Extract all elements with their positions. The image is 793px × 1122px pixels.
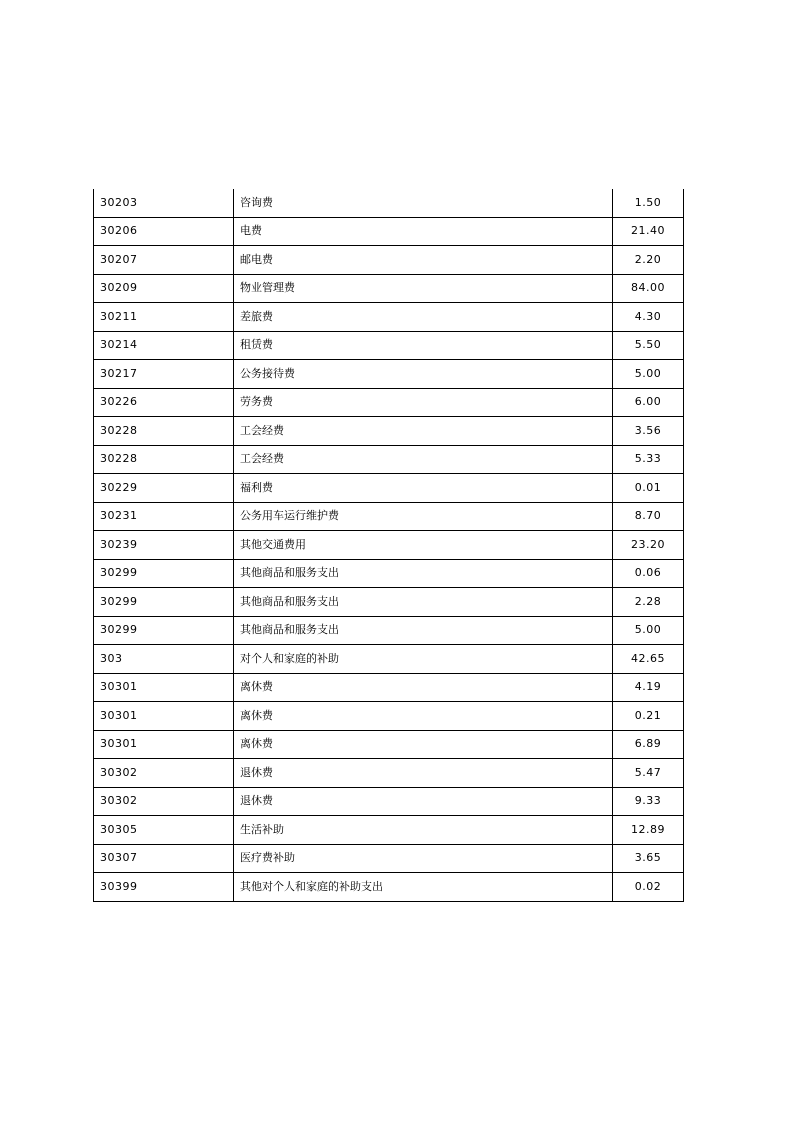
subject-code-cell: 30203: [94, 189, 234, 217]
amount-cell: 0.21: [613, 702, 684, 731]
table-row: [94, 388, 684, 417]
expenditure-table: [93, 189, 684, 902]
amount-cell: 0.01: [613, 474, 684, 503]
table-row: [94, 759, 684, 788]
table-row: [94, 616, 684, 645]
amount-cell: 8.70: [613, 502, 684, 531]
table-row: [94, 360, 684, 389]
table-row: [94, 217, 684, 246]
table-row: [94, 502, 684, 531]
subject-code-cell: 30302: [94, 787, 234, 816]
subject-code-cell: 30209: [94, 274, 234, 303]
subject-name-cell: 差旅费: [234, 303, 613, 332]
subject-code-cell: 30228: [94, 445, 234, 474]
amount-cell: 9.33: [613, 787, 684, 816]
subject-name-cell: 工会经费: [234, 445, 613, 474]
amount-cell: 6.00: [613, 388, 684, 417]
subject-name-cell: 其他商品和服务支出: [234, 616, 613, 645]
amount-cell: 5.00: [613, 360, 684, 389]
subject-name-cell: 咨询费: [234, 189, 613, 217]
table-row: [94, 303, 684, 332]
subject-name-cell: 其他商品和服务支出: [234, 559, 613, 588]
subject-name-cell: 物业管理费: [234, 274, 613, 303]
subject-name-cell: 邮电费: [234, 246, 613, 275]
subject-code-cell: 30228: [94, 417, 234, 446]
subject-code-cell: 30231: [94, 502, 234, 531]
amount-cell: 21.40: [613, 217, 684, 246]
table-row: [94, 702, 684, 731]
subject-code-cell: 30301: [94, 702, 234, 731]
table-row: [94, 417, 684, 446]
subject-code-cell: 30214: [94, 331, 234, 360]
table-row: [94, 559, 684, 588]
subject-name-cell: 工会经费: [234, 417, 613, 446]
amount-cell: 0.06: [613, 559, 684, 588]
subject-name-cell: 离休费: [234, 702, 613, 731]
subject-code-cell: 30239: [94, 531, 234, 560]
subject-name-cell: 租赁费: [234, 331, 613, 360]
amount-cell: 12.89: [613, 816, 684, 845]
table-row: [94, 844, 684, 873]
amount-cell: 4.19: [613, 673, 684, 702]
table-row: [94, 673, 684, 702]
subject-code-cell: 303: [94, 645, 234, 674]
amount-cell: 5.50: [613, 331, 684, 360]
amount-cell: 23.20: [613, 531, 684, 560]
amount-cell: 2.28: [613, 588, 684, 617]
subject-code-cell: 30226: [94, 388, 234, 417]
subject-code-cell: 30229: [94, 474, 234, 503]
amount-cell: 3.65: [613, 844, 684, 873]
subject-code-cell: 30307: [94, 844, 234, 873]
amount-cell: 2.20: [613, 246, 684, 275]
table-row: [94, 816, 684, 845]
subject-name-cell: 离休费: [234, 673, 613, 702]
amount-cell: 1.50: [613, 189, 684, 217]
subject-name-cell: 对个人和家庭的补助: [234, 645, 613, 674]
table-row: [94, 588, 684, 617]
table-row: [94, 246, 684, 275]
subject-name-cell: 其他对个人和家庭的补助支出: [234, 873, 613, 902]
subject-name-cell: 其他交通费用: [234, 531, 613, 560]
subject-code-cell: 30217: [94, 360, 234, 389]
subject-name-cell: 其他商品和服务支出: [234, 588, 613, 617]
subject-code-cell: 30305: [94, 816, 234, 845]
table-row: [94, 645, 684, 674]
subject-code-cell: 30301: [94, 673, 234, 702]
amount-cell: 5.00: [613, 616, 684, 645]
amount-cell: 4.30: [613, 303, 684, 332]
subject-name-cell: 退休费: [234, 787, 613, 816]
table-row: [94, 331, 684, 360]
subject-code-cell: 30301: [94, 730, 234, 759]
subject-code-cell: 30299: [94, 588, 234, 617]
subject-code-cell: 30299: [94, 559, 234, 588]
subject-code-cell: 30206: [94, 217, 234, 246]
subject-name-cell: 公务接待费: [234, 360, 613, 389]
subject-name-cell: 离休费: [234, 730, 613, 759]
table-row: [94, 873, 684, 902]
amount-cell: 42.65: [613, 645, 684, 674]
subject-code-cell: 30211: [94, 303, 234, 332]
subject-name-cell: 生活补助: [234, 816, 613, 845]
subject-name-cell: 电费: [234, 217, 613, 246]
table-row: [94, 730, 684, 759]
subject-code-cell: 30299: [94, 616, 234, 645]
subject-code-cell: 30207: [94, 246, 234, 275]
subject-name-cell: 医疗费补助: [234, 844, 613, 873]
amount-cell: 5.47: [613, 759, 684, 788]
table-row: [94, 274, 684, 303]
amount-cell: 6.89: [613, 730, 684, 759]
table-row: [94, 445, 684, 474]
table-row: [94, 189, 684, 217]
amount-cell: 3.56: [613, 417, 684, 446]
subject-code-cell: 30302: [94, 759, 234, 788]
amount-cell: 84.00: [613, 274, 684, 303]
amount-cell: 0.02: [613, 873, 684, 902]
subject-name-cell: 劳务费: [234, 388, 613, 417]
table-row: [94, 787, 684, 816]
subject-name-cell: 公务用车运行维护费: [234, 502, 613, 531]
table-row: [94, 474, 684, 503]
subject-name-cell: 退休费: [234, 759, 613, 788]
subject-name-cell: 福利费: [234, 474, 613, 503]
amount-cell: 5.33: [613, 445, 684, 474]
table-row: [94, 531, 684, 560]
subject-code-cell: 30399: [94, 873, 234, 902]
expenditure-table-body: [94, 189, 684, 901]
